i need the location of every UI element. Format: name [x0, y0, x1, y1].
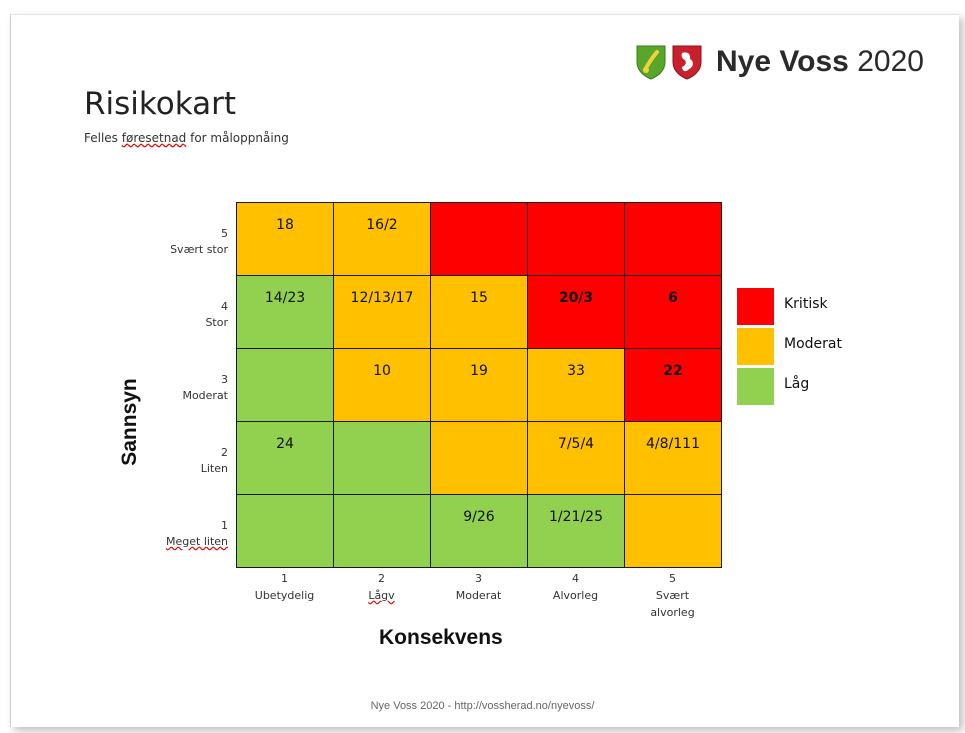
column-label-number: 2 — [378, 572, 385, 585]
column-label-number: 5 — [669, 572, 676, 585]
row-label — [78, 226, 228, 258]
legend-swatch — [737, 368, 774, 405]
matrix-cell: 33 — [527, 348, 625, 422]
legend-label: Låg — [784, 376, 810, 392]
row-label-number: 5 — [221, 227, 228, 240]
column-label — [236, 570, 333, 604]
matrix-cell: 7/5/4 — [527, 421, 625, 495]
column-label-number: 4 — [572, 572, 579, 585]
matrix-cell: 18 — [236, 202, 334, 276]
matrix-cell — [430, 421, 528, 495]
row-label-text: Svært stor — [170, 243, 228, 256]
row-label-text: Stor — [205, 316, 228, 329]
row-label — [78, 445, 228, 477]
matrix-cell: 10 — [333, 348, 431, 422]
x-axis-title: Konsekvens — [379, 626, 503, 649]
row-label-number: 3 — [221, 373, 228, 386]
matrix-cell: 20/3 — [527, 275, 625, 349]
row-label — [78, 518, 228, 550]
column-label — [624, 570, 721, 621]
matrix-cell: 24 — [236, 421, 334, 495]
row-label-number: 1 — [221, 519, 228, 532]
matrix-cell — [333, 421, 431, 495]
page-subtitle: Felles føresetnad for måloppnåing — [84, 131, 289, 145]
matrix-cell — [333, 494, 431, 568]
matrix-cell: 19 — [430, 348, 528, 422]
matrix-cell: 9/26 — [430, 494, 528, 568]
column-label — [333, 570, 430, 604]
row-label-text: Moderat — [182, 389, 228, 402]
row-label-number: 2 — [221, 446, 228, 459]
column-label-text: Svært alvorleg — [650, 589, 695, 619]
matrix-cell — [236, 494, 334, 568]
footer-text: Nye Voss 2020 - http://vossherad.no/nyevoss/ — [370, 700, 595, 712]
row-label-number: 4 — [221, 300, 228, 313]
green-coat-of-arms-icon — [636, 44, 666, 80]
matrix-cell — [430, 202, 528, 276]
column-label-text: Ubetydelig — [254, 589, 315, 602]
matrix-cell: 12/13/17 — [333, 275, 431, 349]
column-label-text: Alvorleg — [552, 589, 599, 602]
matrix-cell — [624, 494, 722, 568]
red-coat-of-arms-icon — [672, 44, 702, 80]
row-label-text: Liten — [200, 462, 228, 475]
legend-swatch — [737, 288, 774, 325]
matrix-cell: 16/2 — [333, 202, 431, 276]
column-label-text: Moderat — [455, 589, 502, 602]
page-title: Risikokart — [84, 86, 237, 122]
column-label — [527, 570, 624, 604]
legend-label: Kritisk — [784, 296, 828, 312]
column-label-text: Lågv — [368, 589, 395, 602]
column-label-number: 3 — [475, 572, 482, 585]
column-label-number: 1 — [281, 572, 288, 585]
risk-matrix — [236, 202, 721, 566]
matrix-cell: 15 — [430, 275, 528, 349]
matrix-cell — [527, 202, 625, 276]
matrix-cell: 6 — [624, 275, 722, 349]
matrix-cell — [624, 202, 722, 276]
column-label — [430, 570, 527, 604]
matrix-cell: 22 — [624, 348, 722, 422]
legend-label: Moderat — [784, 336, 842, 352]
brand-logo — [636, 44, 924, 80]
row-label-text: Meget liten — [166, 535, 228, 548]
legend-swatch — [737, 328, 774, 365]
row-label — [78, 372, 228, 404]
y-axis-title: Sannsyn — [118, 378, 141, 466]
brand-name: Nye Voss 2020 — [716, 45, 924, 78]
matrix-cell — [236, 348, 334, 422]
matrix-cell: 14/23 — [236, 275, 334, 349]
row-label — [78, 299, 228, 331]
matrix-cell: 4/8/111 — [624, 421, 722, 495]
matrix-cell: 1/21/25 — [527, 494, 625, 568]
